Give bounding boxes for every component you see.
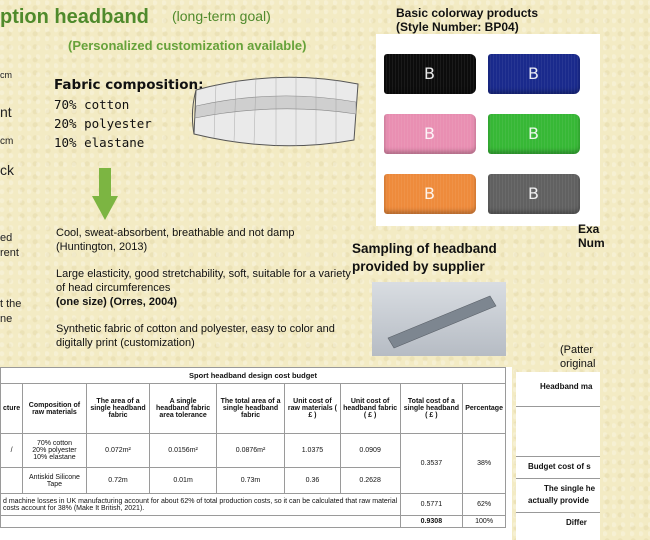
headband-sketch: [186, 62, 362, 156]
table-note: d machine losses in UK manufacturing account for about 62% of total production costs, so it can be calculated that raw material costs account for 38% (Make It British, 2021).: [1, 494, 401, 516]
col-header: A single headband fabric area tolerance: [150, 384, 217, 434]
pattern-note: original: [560, 358, 596, 370]
cost-table: [0, 367, 506, 528]
cost-table-container: [0, 367, 512, 540]
description-synthetic: Synthetic fabric of cotton and polyester, easy to color and digitally print (customization): [56, 323, 335, 349]
table-cell: 70% cotton 20% polyester 10% elastane: [23, 434, 87, 468]
colorway-swatch-green: [488, 114, 580, 154]
col-header: Total cost of a single headband ( £ ): [400, 384, 463, 434]
table-cell: [1, 468, 23, 494]
sampling-line: Sampling of headband: [352, 241, 497, 256]
colorway-style: (Style Number: BP04): [396, 20, 519, 34]
right-table-cell: Budget cost of s: [528, 462, 591, 471]
brand-logo-icon: B: [424, 124, 435, 143]
left-fragment: nt: [0, 104, 12, 120]
table-cell: 62%: [463, 494, 506, 516]
right-table-cell: actually provide: [528, 496, 589, 505]
brand-logo-icon: B: [528, 184, 539, 203]
table-cell: /: [1, 434, 23, 468]
col-header: The area of a single headband fabric: [86, 384, 149, 434]
table-cell: 1.0375: [285, 434, 341, 468]
description-bold: (one size) (Orres, 2004): [56, 296, 178, 308]
brand-logo-icon: B: [528, 64, 539, 83]
left-fragment: ne: [0, 313, 13, 325]
table-cell: 0.9308: [400, 516, 463, 528]
table-cell: 0.2628: [340, 468, 400, 494]
col-header: Composition of raw materials: [23, 384, 87, 434]
page-title: ption headband: [0, 6, 149, 28]
description-elasticity: [56, 267, 356, 309]
left-fragment: cm: [0, 136, 14, 147]
colorway-swatch-black: [384, 54, 476, 94]
table-cell: 0.0156m²: [150, 434, 217, 468]
sample-strip: [372, 282, 506, 356]
col-header: cture: [1, 384, 23, 434]
table-cell: 0.072m²: [86, 434, 149, 468]
table-cell: 0.01m: [150, 468, 217, 494]
sampling-line: provided by supplier: [352, 259, 485, 274]
fabric-heading: Fabric composition:: [54, 77, 204, 93]
colorway-title: Basic colorway products: [396, 6, 539, 20]
table-cell: 0.5771: [400, 494, 463, 516]
table-row: [1, 516, 506, 528]
fabric-line: 20% polyester: [54, 116, 152, 131]
col-header: The total area of a single headband fabric: [216, 384, 284, 434]
table-cell: 0.73m: [216, 468, 284, 494]
right-table-cell: Differ: [566, 518, 587, 527]
sample-photo: [372, 282, 506, 356]
pattern-note: (Patter: [560, 344, 594, 356]
right-table-fragment: [516, 372, 600, 540]
fabric-line: 70% cotton: [54, 97, 130, 112]
left-fragment: t the: [0, 298, 22, 310]
fabric-composition: [54, 76, 204, 152]
brand-logo-icon: B: [424, 184, 435, 203]
table-cell: 0.0876m²: [216, 434, 284, 468]
table-cell: [1, 516, 401, 528]
left-fragment: ed: [0, 232, 13, 244]
colorway-panel: [376, 34, 600, 226]
down-arrow-icon: [92, 166, 118, 222]
col-header: Unit cost of raw materials ( £ ): [285, 384, 341, 434]
colorway-swatch-navy: [488, 54, 580, 94]
col-header: Unit cost of headband fabric ( £ ): [340, 384, 400, 434]
table-row: [1, 434, 506, 468]
table-cell: 0.36: [285, 468, 341, 494]
brand-logo-icon: B: [528, 124, 539, 143]
right-edge-label: Num: [578, 236, 605, 250]
left-fragment: ck: [0, 162, 14, 178]
table-cell: 38%: [463, 434, 506, 494]
left-fragment: cm: [0, 70, 12, 80]
table-cell: 100%: [463, 516, 506, 528]
description-breathable: Cool, sweat-absorbent, breathable and not damp (Huntington, 2013): [56, 227, 295, 253]
right-table-cell: Headband ma: [540, 382, 593, 391]
fabric-line: 10% elastane: [54, 135, 145, 150]
cost-table-title: Sport headband design cost budget: [1, 368, 506, 384]
subtitle: (Personalized customization available): [68, 38, 307, 53]
colorway-swatch-orange: [384, 174, 476, 214]
brand-logo-icon: B: [424, 64, 435, 83]
description-text: Large elasticity, good stretchability, soft, suitable for a variety of head circumferences: [56, 268, 351, 294]
table-cell: 0.0909: [340, 434, 400, 468]
table-row: [1, 494, 506, 516]
col-header: Percentage: [463, 384, 506, 434]
colorway-swatch-pink: [384, 114, 476, 154]
table-cell: 0.72m: [86, 468, 149, 494]
sampling-title: [352, 240, 497, 276]
table-cell: 0.3537: [400, 434, 463, 494]
left-fragment: rent: [0, 247, 19, 259]
colorway-swatch-grey: [488, 174, 580, 214]
title-note: (long-term goal): [172, 8, 271, 24]
table-cell: Antiskid Silicone Tape: [23, 468, 87, 494]
right-table-cell: The single he: [544, 484, 596, 493]
right-edge-label: Exa: [578, 222, 600, 236]
